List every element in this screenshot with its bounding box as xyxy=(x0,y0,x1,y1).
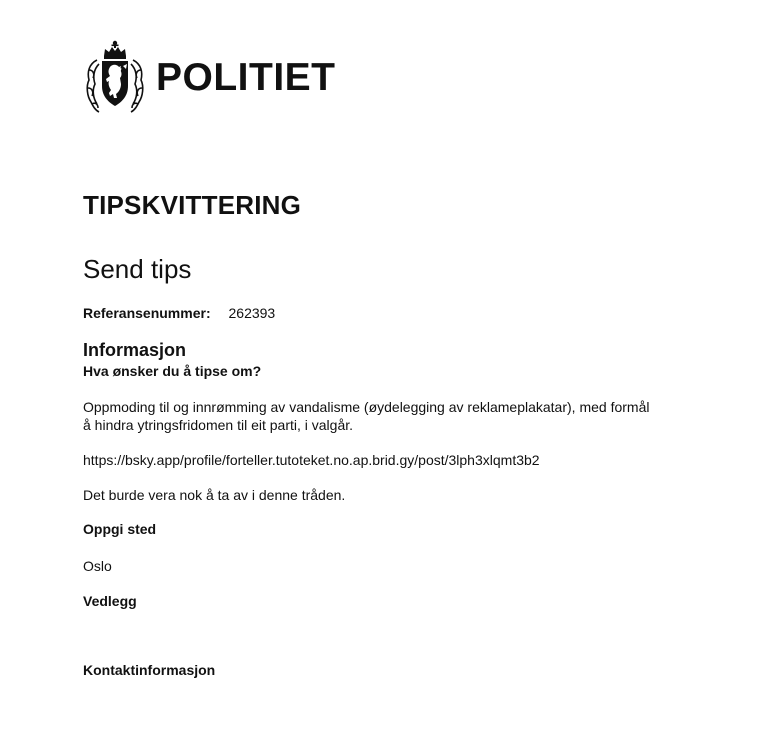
tip-answer-line-1: Oppmoding til og innrømming av vandalisme (øydelegging av reklameplakatar), med formål xyxy=(83,399,650,415)
reference-number-label: Referansenummer: xyxy=(83,305,211,321)
contact-info-label: Kontaktinformasjon xyxy=(83,662,216,678)
form-name: Send tips xyxy=(83,254,192,284)
reference-number-row xyxy=(83,305,275,321)
coat-of-arms-icon xyxy=(83,40,147,114)
reference-number-value: 262393 xyxy=(228,305,276,321)
politiet-wordmark: POLITIET xyxy=(156,56,336,99)
tip-question-label: Hva ønsker du å tipse om? xyxy=(83,363,262,379)
tip-closing-text: Det burde vera nok å ta av i denne tråden. xyxy=(83,487,346,503)
tip-link-text: https://bsky.app/profile/forteller.tutoteket.no.ap.brid.gy/post/3lph3xlqmt3b2 xyxy=(83,452,540,468)
tip-answer-line-2: å hindra ytringsfridomen til eit parti, i valgår. xyxy=(83,417,354,433)
location-value: Oslo xyxy=(83,558,112,574)
politiet-logo xyxy=(83,40,336,114)
attachments-label: Vedlegg xyxy=(83,593,137,609)
information-heading: Informasjon xyxy=(83,340,187,360)
location-label: Oppgi sted xyxy=(83,521,157,537)
document-title: TIPSKVITTERING xyxy=(83,190,302,220)
